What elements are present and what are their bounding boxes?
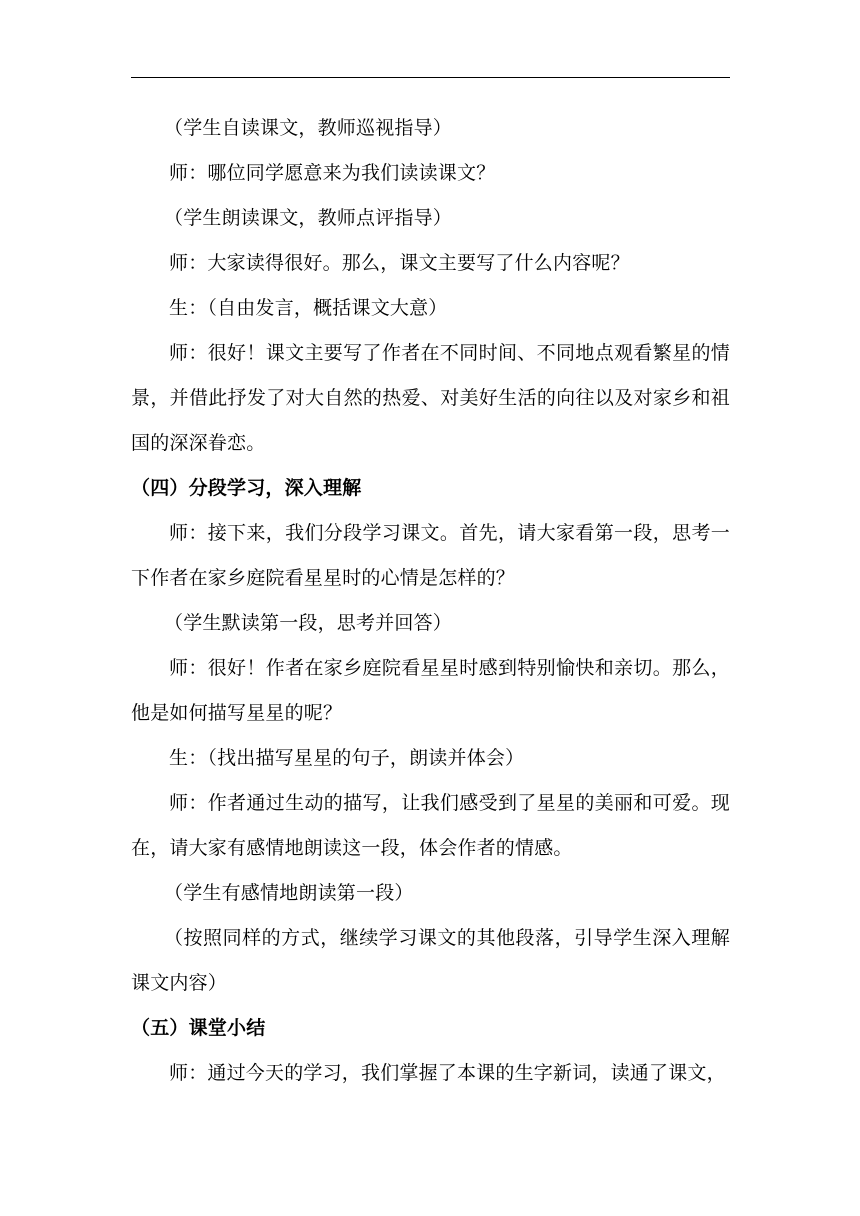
paragraph-student-self-reading: （学生自读课文，教师巡视指导） [164, 117, 453, 139]
paragraph-student-emotional-reading: （学生有感情地朗读第一段） [164, 882, 414, 904]
paragraph-teacher-emotional-reading: 师：作者通过生动的描写，让我们感受到了星星的美丽和可爱。现在，请大家有感情地朗读这一段，体会作者的情感。 [131, 792, 730, 859]
paragraph-student-summary: 生：（自由发言，概括课文大意） [169, 297, 448, 319]
paragraph-teacher-class-summary: 师：通过今天的学习，我们掌握了本课的生字新词，读通了课文， [169, 1062, 726, 1084]
paragraph-continue-other-sections: （按照同样的方式，继续学习课文的其他段落，引导学生深入理解课文内容） [131, 927, 730, 994]
paragraph-teacher-question: 师：哪位同学愿意来为我们读读课文？ [169, 162, 496, 184]
paragraph-teacher-main-content-question: 师：大家读得很好。那么，课文主要写了什么内容呢？ [169, 252, 630, 274]
paragraph-teacher-mood-answer: 师：很好！作者在家乡庭院看星星时感到特别愉快和亲切。那么，他是如何描写星星的呢？ [131, 657, 730, 724]
paragraph-teacher-section-intro: 师：接下来，我们分段学习课文。首先，请大家看第一段，思考一下作者在家乡庭院看星星时的心情是怎样的？ [131, 522, 730, 589]
header-rule [131, 77, 730, 78]
paragraph-student-reading-aloud: （学生朗读课文，教师点评指导） [164, 207, 453, 229]
document-body [131, 106, 730, 1096]
paragraph-student-silent-reading: （学生默读第一段，思考并回答） [164, 612, 453, 634]
paragraph-teacher-summary: 师：很好！课文主要写了作者在不同时间、不同地点观看繁星的情景，并借此抒发了对大自然的热爱、对美好生活的向往以及对家乡和祖国的深深眷恋。 [131, 342, 730, 454]
section-heading-5: （五）课堂小结 [131, 1017, 266, 1039]
section-heading-4: （四）分段学习，深入理解 [131, 477, 362, 499]
paragraph-student-find-sentences: 生：（找出描写星星的句子，朗读并体会） [169, 747, 525, 769]
